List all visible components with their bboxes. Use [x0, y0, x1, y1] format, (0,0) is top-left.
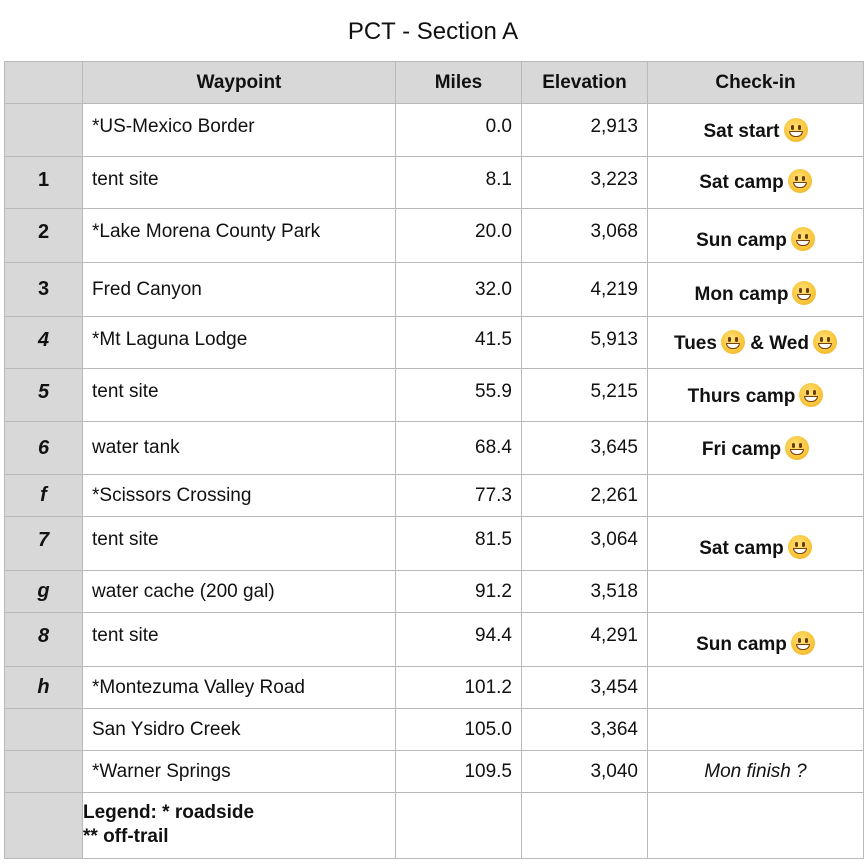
header-waypoint[interactable]: Waypoint [83, 62, 396, 104]
checkin-text: Sat camp [699, 538, 784, 559]
miles-cell[interactable]: 32.0 [396, 263, 522, 317]
grinning-face-icon [784, 118, 808, 142]
elevation-cell[interactable]: 3,364 [522, 709, 648, 751]
legend-cell[interactable] [83, 793, 396, 859]
waypoint-table [4, 61, 864, 859]
waypoint-cell[interactable]: tent site [83, 157, 396, 209]
checkin-cell[interactable] [648, 157, 864, 209]
checkin-text: Mon camp [694, 284, 789, 305]
checkin-cell[interactable] [648, 475, 864, 517]
table-row [5, 709, 864, 751]
row-index-cell[interactable] [5, 793, 83, 859]
grinning-face-icon [813, 330, 837, 354]
checkin-text: Sat camp [699, 172, 784, 193]
table-row [5, 422, 864, 475]
header-row [5, 62, 864, 104]
header-index[interactable] [5, 62, 83, 104]
grinning-face-icon [799, 383, 823, 407]
miles-cell[interactable]: 77.3 [396, 475, 522, 517]
waypoint-cell[interactable]: tent site [83, 613, 396, 667]
grinning-face-icon [788, 535, 812, 559]
checkin-text-a: Tues [674, 333, 717, 354]
elevation-cell[interactable]: 2,913 [522, 104, 648, 157]
miles-cell[interactable]: 0.0 [396, 104, 522, 157]
row-index-cell[interactable]: 6 [5, 422, 83, 475]
checkin-text: Sun camp [696, 230, 787, 251]
miles-cell[interactable]: 105.0 [396, 709, 522, 751]
waypoint-cell[interactable]: *Scissors Crossing [83, 475, 396, 517]
waypoint-cell[interactable]: tent site [83, 517, 396, 571]
row-index-cell[interactable]: h [5, 667, 83, 709]
waypoint-cell[interactable]: *Warner Springs [83, 751, 396, 793]
row-index-cell[interactable]: g [5, 571, 83, 613]
table-row [5, 667, 864, 709]
row-index-cell[interactable]: 3 [5, 263, 83, 317]
empty-cell[interactable] [522, 793, 648, 859]
row-index-cell[interactable] [5, 751, 83, 793]
grinning-face-icon [791, 227, 815, 251]
table-row [5, 571, 864, 613]
waypoint-cell[interactable]: *Mt Laguna Lodge [83, 317, 396, 369]
miles-cell[interactable]: 41.5 [396, 317, 522, 369]
table-row [5, 157, 864, 209]
waypoint-cell[interactable]: *Montezuma Valley Road [83, 667, 396, 709]
waypoint-cell[interactable]: San Ysidro Creek [83, 709, 396, 751]
header-checkin[interactable]: Check-in [648, 62, 864, 104]
checkin-text: Sat start [703, 120, 780, 142]
checkin-text-b: & Wed [750, 333, 809, 354]
checkin-cell[interactable] [648, 369, 864, 422]
miles-cell[interactable]: 94.4 [396, 613, 522, 667]
row-index-cell[interactable]: 8 [5, 613, 83, 667]
checkin-cell[interactable] [648, 104, 864, 157]
miles-cell[interactable]: 68.4 [396, 422, 522, 475]
miles-cell[interactable]: 8.1 [396, 157, 522, 209]
header-miles[interactable]: Miles [396, 62, 522, 104]
grinning-face-icon [788, 169, 812, 193]
checkin-cell[interactable] [648, 571, 864, 613]
table-row [5, 751, 864, 793]
checkin-cell[interactable] [648, 263, 864, 317]
elevation-cell[interactable]: 3,518 [522, 571, 648, 613]
table-row [5, 317, 864, 369]
row-index-cell[interactable]: 2 [5, 209, 83, 263]
elevation-cell[interactable]: 3,068 [522, 209, 648, 263]
elevation-cell[interactable]: 3,064 [522, 517, 648, 571]
miles-cell[interactable]: 91.2 [396, 571, 522, 613]
elevation-cell[interactable]: 3,645 [522, 422, 648, 475]
elevation-cell[interactable]: 4,219 [522, 263, 648, 317]
legend-row [5, 793, 864, 859]
miles-cell[interactable]: 101.2 [396, 667, 522, 709]
waypoint-cell[interactable]: water cache (200 gal) [83, 571, 396, 613]
miles-cell[interactable]: 81.5 [396, 517, 522, 571]
checkin-text: Fri camp [701, 438, 782, 460]
grinning-face-icon [791, 631, 815, 655]
elevation-cell[interactable]: 4,291 [522, 613, 648, 667]
table-row [5, 209, 864, 263]
waypoint-cell[interactable]: water tank [83, 422, 396, 475]
row-index-cell[interactable]: 1 [5, 157, 83, 209]
elevation-cell[interactable]: 3,223 [522, 157, 648, 209]
checkin-cell[interactable] [648, 709, 864, 751]
empty-cell[interactable] [648, 793, 864, 859]
table-row [5, 613, 864, 667]
waypoint-cell[interactable]: Fred Canyon [83, 263, 396, 317]
elevation-cell[interactable]: 5,215 [522, 369, 648, 422]
waypoint-cell[interactable]: *US-Mexico Border [83, 104, 396, 157]
checkin-cell[interactable] [648, 317, 864, 369]
miles-cell[interactable]: 109.5 [396, 751, 522, 793]
table-row [5, 517, 864, 571]
row-index-cell[interactable] [5, 709, 83, 751]
checkin-cell[interactable] [648, 422, 864, 475]
checkin-cell[interactable] [648, 613, 864, 667]
table-row [5, 263, 864, 317]
table-row [5, 475, 864, 517]
row-index-cell[interactable]: 4 [5, 317, 83, 369]
waypoint-cell[interactable]: *Lake Morena County Park [83, 209, 396, 263]
row-index-cell[interactable] [5, 104, 83, 157]
elevation-cell[interactable]: 5,913 [522, 317, 648, 369]
legend-line-roadside: Legend: * roadside [83, 802, 255, 823]
checkin-cell[interactable]: Mon finish ? [648, 751, 864, 793]
sheet-title: PCT - Section A [347, 18, 519, 45]
grinning-face-icon [792, 281, 816, 305]
legend-line-off-trail: ** off-trail [83, 826, 169, 847]
checkin-cell[interactable] [648, 209, 864, 263]
row-index-cell[interactable]: f [5, 475, 83, 517]
table-row [5, 104, 864, 157]
elevation-cell[interactable]: 2,261 [522, 475, 648, 517]
checkin-text: Thurs camp [687, 385, 796, 407]
checkin-text: Sun camp [696, 634, 787, 655]
grinning-face-icon [785, 436, 809, 460]
checkin-cell[interactable] [648, 667, 864, 709]
elevation-cell[interactable]: 3,454 [522, 667, 648, 709]
miles-cell[interactable]: 20.0 [396, 209, 522, 263]
row-index-cell[interactable]: 7 [5, 517, 83, 571]
table-row [5, 369, 864, 422]
header-elevation[interactable]: Elevation [522, 62, 648, 104]
grinning-face-icon [721, 330, 745, 354]
empty-cell[interactable] [396, 793, 522, 859]
checkin-cell[interactable] [648, 517, 864, 571]
elevation-cell[interactable]: 3,040 [522, 751, 648, 793]
miles-cell[interactable]: 55.9 [396, 369, 522, 422]
waypoint-cell[interactable]: tent site [83, 369, 396, 422]
row-index-cell[interactable]: 5 [5, 369, 83, 422]
